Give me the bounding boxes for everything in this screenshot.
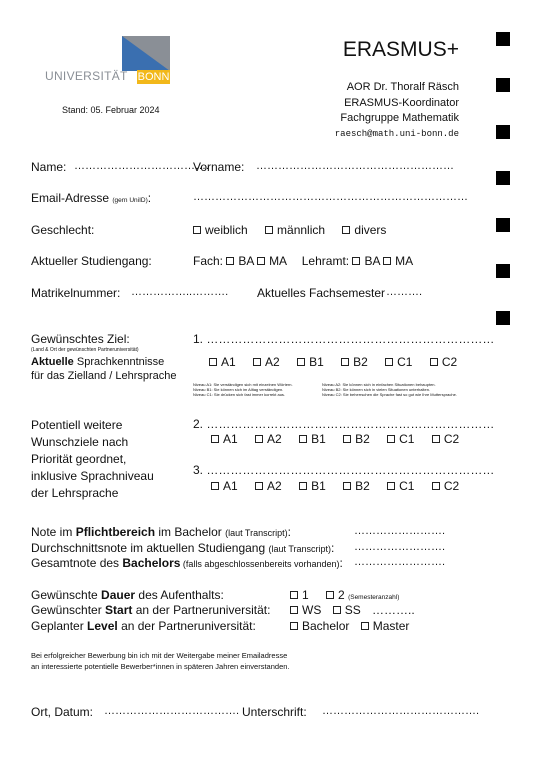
checkbox-b1[interactable]: B1 bbox=[299, 432, 326, 446]
dauer-note: (Semesteranzahl) bbox=[348, 594, 400, 601]
start-label: Gewünschter Start an der Partneruniversität: bbox=[31, 603, 271, 617]
checkbox-a1[interactable]: A1 bbox=[211, 479, 238, 493]
logo-graphic bbox=[122, 36, 170, 71]
name-label: Name: bbox=[31, 160, 67, 174]
start-year-field[interactable]: ……….. bbox=[372, 603, 415, 617]
level-options bbox=[290, 619, 409, 633]
checkbox-divers[interactable]: divers bbox=[342, 223, 386, 237]
checkbox-a2[interactable]: A2 bbox=[253, 355, 280, 369]
ort-datum-field[interactable]: ………………………………. bbox=[104, 705, 240, 717]
ort-datum-label: Ort, Datum: bbox=[31, 705, 94, 719]
gesamtnote-label: Gesamtnote des Bachelors (falls abgeschlossenbereits vorhanden): bbox=[31, 556, 343, 570]
vorname-label: Vorname: bbox=[193, 160, 245, 174]
geschlecht-options bbox=[193, 223, 400, 237]
checkbox-lehramt-ma[interactable]: MA bbox=[383, 254, 413, 268]
pflicht-note-field[interactable]: ……………………. bbox=[354, 525, 446, 537]
edge-mark bbox=[496, 264, 510, 278]
checkbox-c1[interactable]: C1 bbox=[387, 432, 414, 446]
level-options-1 bbox=[209, 355, 457, 369]
studiengang-label: Aktueller Studiengang: bbox=[31, 254, 152, 268]
checkbox-b1[interactable]: B1 bbox=[299, 479, 326, 493]
page-title: ERASMUS+ bbox=[342, 38, 459, 61]
dauer-label: Gewünschte Dauer des Aufenthalts: bbox=[31, 588, 224, 602]
checkbox-b2[interactable]: B2 bbox=[341, 355, 368, 369]
checkbox-b2[interactable]: B2 bbox=[343, 479, 370, 493]
ziel-3-field[interactable]: 3. ……………………………………………………………… bbox=[193, 463, 495, 477]
checkbox-ws[interactable]: WS bbox=[290, 603, 321, 617]
ziel-1-field[interactable]: 1. ……………………………………………………………… bbox=[193, 332, 495, 346]
checkbox-a1[interactable]: A1 bbox=[211, 432, 238, 446]
checkbox-b1[interactable]: B1 bbox=[297, 355, 324, 369]
level-options-2 bbox=[211, 432, 459, 446]
edge-mark bbox=[496, 171, 510, 185]
unterschrift-label: Unterschrift: bbox=[242, 705, 307, 719]
matrikel-field[interactable]: ……………..………. bbox=[131, 286, 229, 298]
gesamtnote-field[interactable]: ……………………. bbox=[354, 556, 446, 568]
consent-text: Bei erfolgreicher Bewerbung bin ich mit der Weitergabe meiner Emailadresse an interessierte potentielle Bewerber*innen in späteren Jahren einverstanden. bbox=[31, 651, 290, 671]
sprachkenntnisse-label-2: für das Zielland / Lehrsprache bbox=[31, 370, 177, 382]
durchschnittsnote-field[interactable]: ……………………. bbox=[354, 541, 446, 553]
matrikel-label: Matrikelnummer: bbox=[31, 286, 121, 300]
checkbox-master[interactable]: Master bbox=[361, 619, 410, 633]
edge-mark bbox=[496, 32, 510, 46]
ziel-2-field[interactable]: 2. ……………………………………………………………… bbox=[193, 417, 495, 431]
niveau-legend-left: Niveau A1: Sie verständigen sich mit einzelnen Wörtern. Niveau B1: Sie können sich im Alltag verständigen. Niveau C1: Sie drücken sich fast immer korrekt aus. bbox=[193, 382, 293, 397]
vorname-field[interactable]: ……………………………………………… bbox=[256, 160, 454, 172]
checkbox-lehramt-ba[interactable]: BA bbox=[352, 254, 379, 268]
level-label: Geplanter Level an der Partneruniversität: bbox=[31, 619, 256, 633]
checkbox-c2[interactable]: C2 bbox=[430, 355, 457, 369]
contact-dept: Fachgruppe Mathematik bbox=[340, 112, 459, 124]
checkbox-ss[interactable]: SS bbox=[333, 603, 361, 617]
checkbox-a2[interactable]: A2 bbox=[255, 432, 282, 446]
checkbox-weiblich[interactable]: weiblich bbox=[193, 223, 248, 237]
email-label: Email-Adresse (gern UniID): bbox=[31, 191, 152, 205]
studiengang-options bbox=[193, 254, 413, 268]
checkbox-b2[interactable]: B2 bbox=[343, 432, 370, 446]
checkbox-maennlich[interactable]: männlich bbox=[265, 223, 325, 237]
checkbox-a2[interactable]: A2 bbox=[255, 479, 282, 493]
fachsemester-label: Aktuelles Fachsemester bbox=[257, 286, 386, 300]
logo-text: UNIVERSITÄT bbox=[45, 69, 128, 83]
ziel-sublabel: (Land & Ort der gewünschten Partneruniversität) bbox=[31, 347, 139, 353]
stand-date: Stand: 05. Februar 2024 bbox=[62, 105, 160, 115]
checkbox-c1[interactable]: C1 bbox=[385, 355, 412, 369]
checkbox-bachelor[interactable]: Bachelor bbox=[290, 619, 349, 633]
checkbox-dauer-1[interactable]: 1 bbox=[290, 588, 309, 602]
dauer-options bbox=[290, 588, 399, 602]
edge-mark bbox=[496, 125, 510, 139]
sprachkenntnisse-label: Aktuelle Sprachkenntnisse bbox=[31, 356, 165, 368]
name-field[interactable]: ………………………………. bbox=[74, 160, 210, 172]
contact-name: AOR Dr. Thoralf Räsch bbox=[346, 81, 459, 93]
ziel-label: Gewünschtes Ziel: bbox=[31, 332, 130, 346]
email-field[interactable]: ………………………………………………………………… bbox=[193, 191, 468, 203]
edge-mark bbox=[496, 78, 510, 92]
fachsemester-field[interactable]: ………. bbox=[386, 286, 423, 298]
edge-mark bbox=[496, 218, 510, 232]
durchschnittsnote-label: Durchschnittsnote im aktuellen Studiengang (laut Transcript): bbox=[31, 541, 335, 555]
lehramt-label: Lehramt: bbox=[301, 254, 350, 268]
checkbox-fach-ma[interactable]: MA bbox=[257, 254, 286, 268]
contact-role: ERASMUS-Koordinator bbox=[344, 97, 459, 109]
checkbox-a1[interactable]: A1 bbox=[209, 355, 236, 369]
level-options-3 bbox=[211, 479, 459, 493]
checkbox-c1[interactable]: C1 bbox=[387, 479, 414, 493]
geschlecht-label: Geschlecht: bbox=[31, 223, 95, 237]
checkbox-fach-ba[interactable]: BA bbox=[226, 254, 253, 268]
weitere-ziele-label: Potentiell weitere Wunschziele nach Priorität geordnet, inklusive Sprachniveau der Lehrsprache bbox=[31, 418, 154, 500]
contact-email[interactable]: raesch@math.uni-bonn.de bbox=[334, 129, 459, 139]
fach-label: Fach: bbox=[193, 254, 224, 268]
checkbox-dauer-2[interactable]: 2 bbox=[326, 588, 345, 602]
niveau-legend-right: Niveau A2: Sie können sich in einfachen Situationen behaupten. Niveau B2: Sie können sich in vielen Situationen unterhalten. Niveau C2: Sie beherrschen die Sprache fast so gut wie Ihre Muttersprache. bbox=[322, 382, 457, 397]
logo-text-bonn: BONN bbox=[137, 71, 170, 83]
unterschrift-field[interactable]: ……………………………………. bbox=[322, 705, 480, 717]
checkbox-c2[interactable]: C2 bbox=[432, 479, 459, 493]
checkbox-c2[interactable]: C2 bbox=[432, 432, 459, 446]
edge-mark bbox=[496, 311, 510, 325]
pflicht-note-label: Note im Pflichtbereich im Bachelor (laut Transcript): bbox=[31, 525, 291, 539]
start-options bbox=[290, 603, 415, 617]
